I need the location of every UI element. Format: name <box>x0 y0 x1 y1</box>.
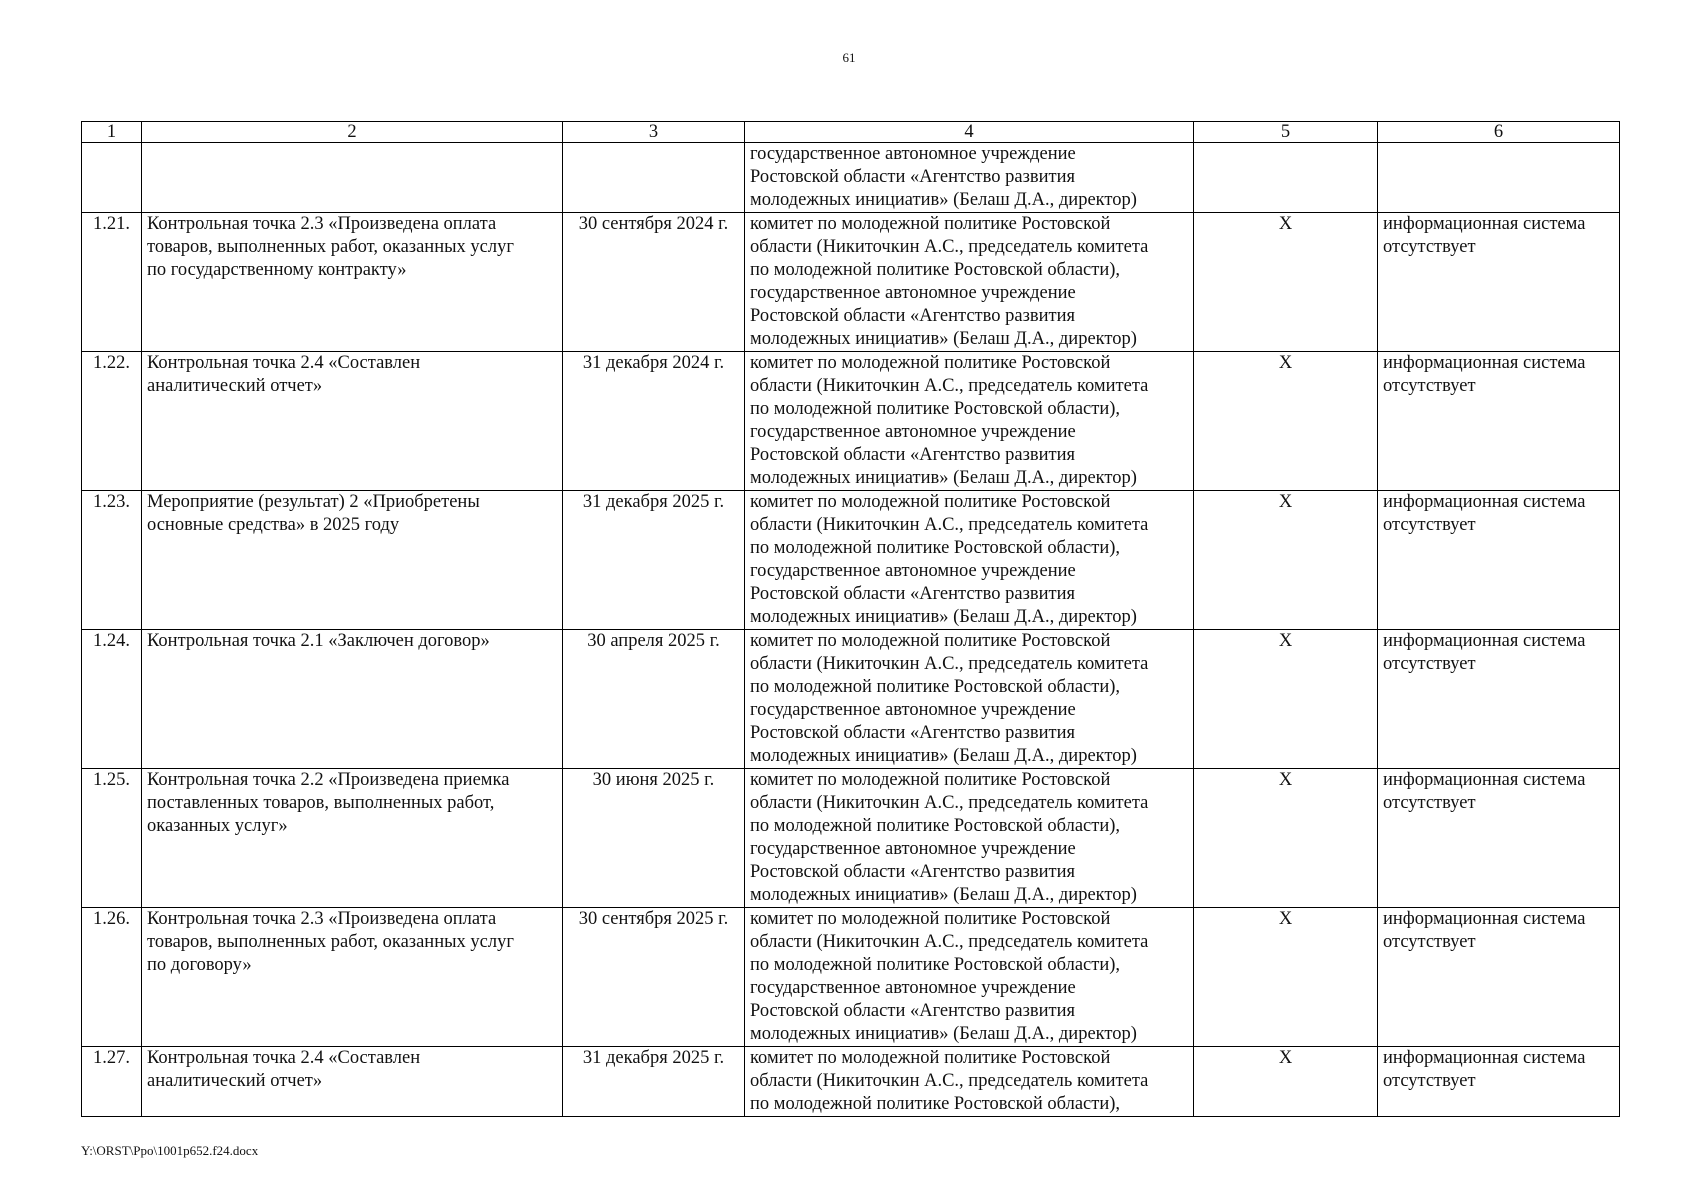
row-system: информационная система отсутствует <box>1378 908 1620 1047</box>
table-row <box>82 1047 1620 1117</box>
row-mark: Х <box>1194 213 1378 352</box>
row-mark: Х <box>1194 352 1378 491</box>
row-system: информационная система отсутствует <box>1378 1047 1620 1117</box>
row-number <box>82 143 142 213</box>
row-system: информационная система отсутствует <box>1378 213 1620 352</box>
row-name: Мероприятие (результат) 2 «Приобретены основные средства» в 2025 году <box>142 491 563 630</box>
row-name: Контрольная точка 2.4 «Составлен аналитический отчет» <box>142 1047 563 1117</box>
row-mark <box>1194 143 1378 213</box>
table-row <box>82 769 1620 908</box>
row-responsible: комитет по молодежной политике Ростовской области (Никиточкин А.С., председатель комитета по молодежной политике Ростовской области), государственное автономное учреждение Ростовской области «Агентство развития молодежных инициатив» (Белаш Д.А., директор) <box>745 630 1194 769</box>
row-responsible: комитет по молодежной политике Ростовской области (Никиточкин А.С., председатель комитета по молодежной политике Ростовской области), государственное автономное учреждение Ростовской области «Агентство развития молодежных инициатив» (Белаш Д.А., директор) <box>745 908 1194 1047</box>
table-row <box>82 908 1620 1047</box>
table-row <box>82 491 1620 630</box>
row-number: 1.22. <box>82 352 142 491</box>
row-system: информационная система отсутствует <box>1378 630 1620 769</box>
column-header: 6 <box>1378 122 1620 143</box>
row-number: 1.21. <box>82 213 142 352</box>
row-name: Контрольная точка 2.4 «Составлен аналитический отчет» <box>142 352 563 491</box>
row-date: 31 декабря 2024 г. <box>563 352 745 491</box>
footer-file-path: Y:\ORST\Ppo\1001p652.f24.docx <box>81 1143 259 1158</box>
row-date: 30 сентября 2024 г. <box>563 213 745 352</box>
row-responsible: комитет по молодежной политике Ростовской области (Никиточкин А.С., председатель комитета по молодежной политике Ростовской области), государственное автономное учреждение Ростовской области «Агентство развития молодежных инициатив» (Белаш Д.А., директор) <box>745 352 1194 491</box>
column-header: 4 <box>745 122 1194 143</box>
row-number: 1.24. <box>82 630 142 769</box>
row-system: информационная система отсутствует <box>1378 352 1620 491</box>
row-mark: Х <box>1194 769 1378 908</box>
row-date <box>563 143 745 213</box>
row-mark: Х <box>1194 908 1378 1047</box>
row-date: 30 сентября 2025 г. <box>563 908 745 1047</box>
table-row <box>82 630 1620 769</box>
column-header: 3 <box>563 122 745 143</box>
column-header: 5 <box>1194 122 1378 143</box>
row-number: 1.23. <box>82 491 142 630</box>
table-row-continuation <box>82 143 1620 213</box>
row-name <box>142 143 563 213</box>
row-name: Контрольная точка 2.1 «Заключен договор» <box>142 630 563 769</box>
table-row <box>82 213 1620 352</box>
header-row <box>82 122 1620 143</box>
table-row <box>82 352 1620 491</box>
row-date: 30 апреля 2025 г. <box>563 630 745 769</box>
row-number: 1.27. <box>82 1047 142 1117</box>
page-number: 61 <box>842 50 856 65</box>
row-mark: Х <box>1194 630 1378 769</box>
row-name: Контрольная точка 2.3 «Произведена оплата товаров, выполненных работ, оказанных услуг по договору» <box>142 908 563 1047</box>
row-date: 30 июня 2025 г. <box>563 769 745 908</box>
row-responsible: комитет по молодежной политике Ростовской области (Никиточкин А.С., председатель комитета по молодежной политике Ростовской области), <box>745 1047 1194 1117</box>
row-date: 31 декабря 2025 г. <box>563 491 745 630</box>
row-date: 31 декабря 2025 г. <box>563 1047 745 1117</box>
row-system <box>1378 143 1620 213</box>
row-number: 1.26. <box>82 908 142 1047</box>
row-name: Контрольная точка 2.3 «Произведена оплата товаров, выполненных работ, оказанных услуг по государственному контракту» <box>142 213 563 352</box>
implementation-plan-table <box>81 121 1620 1117</box>
row-system: информационная система отсутствует <box>1378 769 1620 908</box>
row-mark: Х <box>1194 1047 1378 1117</box>
row-responsible: комитет по молодежной политике Ростовской области (Никиточкин А.С., председатель комитета по молодежной политике Ростовской области), государственное автономное учреждение Ростовской области «Агентство развития молодежных инициатив» (Белаш Д.А., директор) <box>745 491 1194 630</box>
row-name: Контрольная точка 2.2 «Произведена приемка поставленных товаров, выполненных работ, оказанных услуг» <box>142 769 563 908</box>
column-header: 2 <box>142 122 563 143</box>
row-responsible: комитет по молодежной политике Ростовской области (Никиточкин А.С., председатель комитета по молодежной политике Ростовской области), государственное автономное учреждение Ростовской области «Агентство развития молодежных инициатив» (Белаш Д.А., директор) <box>745 769 1194 908</box>
row-number: 1.25. <box>82 769 142 908</box>
row-system: информационная система отсутствует <box>1378 491 1620 630</box>
row-responsible: государственное автономное учреждение Ростовской области «Агентство развития молодежных инициатив» (Белаш Д.А., директор) <box>745 143 1194 213</box>
row-responsible: комитет по молодежной политике Ростовской области (Никиточкин А.С., председатель комитета по молодежной политике Ростовской области), государственное автономное учреждение Ростовской области «Агентство развития молодежных инициатив» (Белаш Д.А., директор) <box>745 213 1194 352</box>
row-mark: Х <box>1194 491 1378 630</box>
column-header: 1 <box>82 122 142 143</box>
